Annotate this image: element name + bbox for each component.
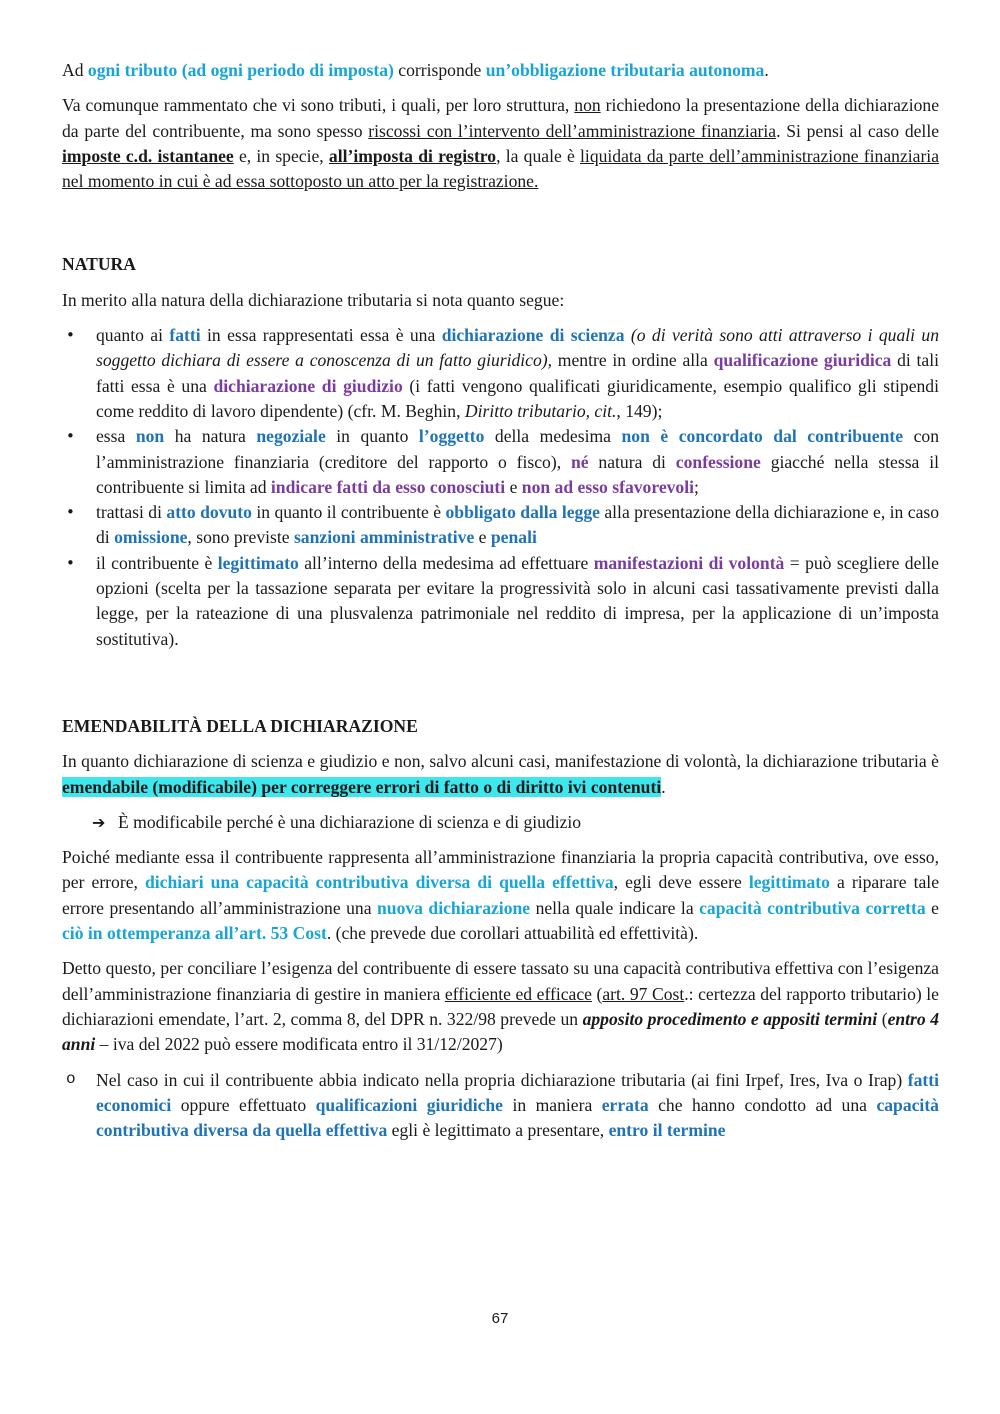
section-heading-emendabilita: EMENDABILITÀ DELLA DICHIARAZIONE: [62, 715, 418, 736]
list-item: • trattasi di atto dovuto in quanto il contribuente è obbligato dalla legge alla presentazione della dichiarazione e, in caso di omissione, sono previste sanzioni amministrative e penali: [62, 500, 939, 551]
natura-intro: In merito alla natura della dichiarazione tributaria si nota quanto segue:: [62, 289, 565, 310]
highlighted-text: emendabile (modificabile) per correggere errori di fatto o di diritto ivi contenuti: [62, 776, 662, 797]
paragraph-capacita-contributiva: Poiché mediante essa il contribuente rappresenta all’amministrazione finanziaria la propria capacità contributiva, ove esso, per errore, dichiari una capacità contributiva diversa di quella effettiva, egli deve essere legittimato a riparare tale errore presentando all’amministrazione una nuova dichiarazione nella quale indicare la capacità contributiva corretta e ciò in ottemperanza all’art. 53 Cost. (che prevede due corollari attuabilità ed effettività).: [62, 847, 940, 944]
document-page: [62, 58, 939, 1143]
list-item: o Nel caso in cui il contribuente abbia indicato nella propria dichiarazione tributaria (ai fini Irpef, Ires, Iva o Irap) fatti economici oppure effettuato qualificazioni giuridiche in maniera errata che hanno condotto ad una capacità contributiva diversa da quella effettiva egli è legittimato a presentare, entro il termine: [62, 1068, 939, 1144]
natura-bullet-list: [62, 323, 939, 652]
arrow-right-icon: ➔: [92, 812, 106, 832]
list-item: • essa non ha natura negoziale in quanto l’oggetto della medesima non è concordato dal contribuente con l’amministrazione finanziaria (creditore del rapporto o fisco), né natura di confessione giacché nella stessa il contribuente si limita ad indicare fatti da esso conosciuti e non ad esso sfavorevoli;: [62, 424, 939, 500]
list-item: • quanto ai fatti in essa rappresentati essa è una dichiarazione di scienza (o di verità sono atti attraverso i quali un soggetto dichiara di essere a conoscenza di un fatto giuridico), mentre in ordine alla qualificazione giuridica di tali fatti essa è una dichiarazione di giudizio (i fatti vengono qualificati giuridicamente, esempio qualifico gli stipendi come reddito di lavoro dipendente) (cfr. M. Beghin, Diritto tributario, cit., 149);: [62, 323, 939, 424]
arrow-note: ➔ È modificabile perché è una dichiarazione di scienza e di giudizio: [62, 810, 939, 835]
paragraph-obbligazione: Ad ogni tributo (ad ogni periodo di imposta) corrisponde un’obbligazione tributaria autonoma.: [62, 60, 769, 80]
list-item: • il contribuente è legittimato all’interno della medesima ad effettuare manifestazioni di volontà = può scegliere delle opzioni (scelta per la tassazione separata per evitare la progressività solo in alcuni casi tassativamente previsti dalla legge, per la rateazione di una plusvalenza patrimoniale nel reddito di impresa, per la applicazione di un’imposta sostitutiva).: [62, 551, 939, 652]
paragraph-termini: Detto questo, per conciliare l’esigenza del contribuente di essere tassato su una capacità contributiva effettiva con l’esigenza dell’amministrazione finanziaria di gestire in maniera efficiente ed efficace (art. 97 Cost.: certezza del rapporto tributario) le dichiarazioni emendate, l’art. 2, comma 8, del DPR n. 322/98 prevede un apposito procedimento e appositi termini (entro 4 anni – iva del 2022 può essere modificata entro il 31/12/2027): [62, 958, 939, 1055]
paragraph-emendabile: In quanto dichiarazione di scienza e giudizio e non, salvo alcuni casi, manifestazione di volontà, la dichiarazione tributaria è emendabile (modificabile) per correggere errori di fatto o di diritto ivi contenuti.: [62, 751, 939, 797]
page-number: 67: [491, 1310, 509, 1327]
section-heading-natura: NATURA: [62, 254, 136, 275]
emend-circle-list: [62, 1068, 939, 1144]
paragraph-tributi-senza-dichiarazione: Va comunque rammentato che vi sono tributi, i quali, per loro struttura, non richiedono la presentazione della dichiarazione da parte del contribuente, ma sono spesso riscossi con l’intervento dell’amministrazione finanziaria. Si pensi al caso delle imposte c.d. istantanee e, in specie, all’imposta di registro, la quale è liquidata da parte dell’amministrazione finanziaria nel momento in cui è ad essa sottoposto un atto per la registrazione.: [62, 95, 940, 192]
